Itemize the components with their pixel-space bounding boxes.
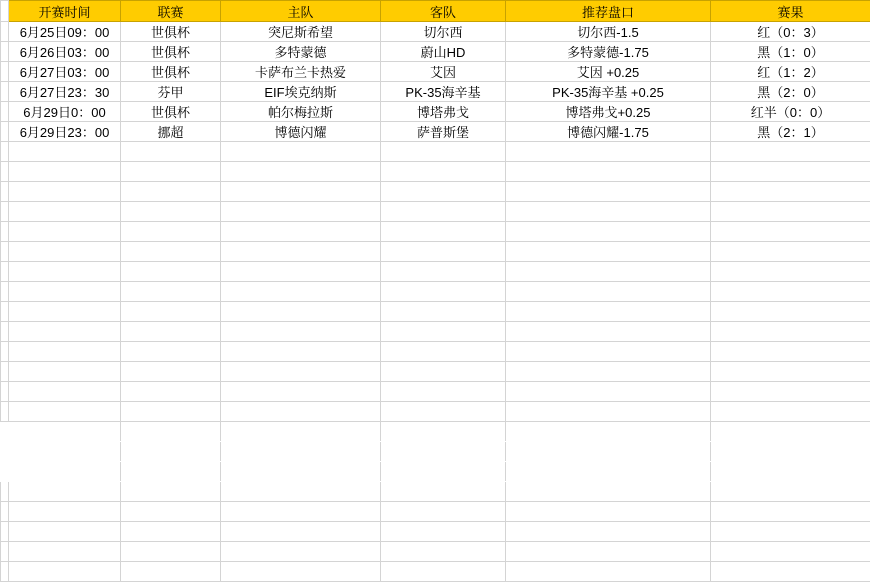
table-row — [1, 82, 870, 102]
empty-cell[interactable] — [506, 262, 711, 282]
cell-time[interactable]: 6月27日03：00 — [9, 62, 121, 82]
empty-cell[interactable] — [9, 462, 121, 482]
row-header-cell — [1, 142, 9, 162]
row-header-cell — [1, 342, 9, 362]
cell-away[interactable]: 切尔西 — [381, 22, 506, 42]
empty-row — [1, 542, 870, 562]
empty-cell[interactable] — [381, 422, 506, 442]
cell-home[interactable]: 突尼斯希望 — [221, 22, 381, 42]
empty-cell[interactable] — [9, 522, 121, 542]
spacer-row — [1, 442, 870, 462]
empty-cell[interactable] — [9, 302, 121, 322]
empty-row — [1, 142, 870, 162]
empty-cell[interactable] — [381, 222, 506, 242]
empty-cell[interactable] — [121, 362, 221, 382]
empty-row — [1, 382, 870, 402]
empty-cell[interactable] — [121, 222, 221, 242]
table-row — [1, 102, 870, 122]
empty-cell[interactable] — [221, 422, 381, 442]
empty-cell[interactable] — [221, 282, 381, 302]
empty-cell[interactable] — [9, 242, 121, 262]
cell-pick[interactable]: 切尔西-1.5 — [506, 22, 711, 42]
empty-cell[interactable] — [506, 462, 711, 482]
empty-cell[interactable] — [9, 142, 121, 162]
empty-cell[interactable] — [506, 222, 711, 242]
empty-row — [1, 562, 870, 582]
empty-cell[interactable] — [9, 182, 121, 202]
row-header-cell — [1, 22, 9, 42]
empty-cell[interactable] — [9, 442, 121, 462]
row-header-cell — [1, 162, 9, 182]
row-header-cell — [1, 262, 9, 282]
empty-cell[interactable] — [506, 542, 711, 562]
empty-cell[interactable] — [9, 362, 121, 382]
empty-row — [1, 482, 870, 502]
empty-cell[interactable] — [381, 502, 506, 522]
empty-cell[interactable] — [381, 262, 506, 282]
empty-cell[interactable] — [221, 202, 381, 222]
empty-cell[interactable] — [221, 162, 381, 182]
row-header-cell — [1, 542, 9, 562]
empty-cell[interactable] — [9, 402, 121, 422]
empty-cell[interactable] — [9, 322, 121, 342]
table-row — [1, 42, 870, 62]
empty-cell[interactable] — [711, 382, 870, 402]
table-header-row — [1, 1, 870, 22]
cell-time[interactable]: 6月25日09：00 — [9, 22, 121, 42]
cell-away[interactable]: 蔚山HD — [381, 42, 506, 62]
empty-cell[interactable] — [9, 262, 121, 282]
cell-away[interactable]: PK-35海辛基 — [381, 82, 506, 102]
row-header-cell — [1, 1, 9, 22]
table-body — [1, 1, 870, 582]
cell-away[interactable]: 艾因 — [381, 62, 506, 82]
row-header-cell — [1, 462, 9, 482]
empty-cell[interactable] — [381, 302, 506, 322]
empty-row — [1, 162, 870, 182]
row-header-cell — [1, 242, 9, 262]
row-header-cell — [1, 362, 9, 382]
empty-row — [1, 502, 870, 522]
cell-home[interactable]: 多特蒙德 — [221, 42, 381, 62]
column-header-2: 主队 — [221, 1, 381, 22]
empty-cell[interactable] — [121, 202, 221, 222]
empty-cell[interactable] — [121, 142, 221, 162]
empty-cell[interactable] — [711, 542, 870, 562]
cell-away[interactable]: 博塔弗戈 — [381, 102, 506, 122]
empty-cell[interactable] — [9, 202, 121, 222]
empty-row — [1, 322, 870, 342]
empty-cell[interactable] — [221, 442, 381, 462]
row-header-cell — [1, 562, 9, 582]
cell-result[interactable]: 黑（1：0） — [711, 42, 870, 62]
empty-cell[interactable] — [221, 302, 381, 322]
empty-cell[interactable] — [381, 382, 506, 402]
row-header-cell — [1, 482, 9, 502]
table-row — [1, 22, 870, 42]
empty-cell[interactable] — [381, 142, 506, 162]
empty-cell[interactable] — [381, 542, 506, 562]
cell-result[interactable]: 红（1：2） — [711, 62, 870, 82]
empty-cell[interactable] — [711, 402, 870, 422]
empty-cell[interactable] — [711, 202, 870, 222]
table-row — [1, 62, 870, 82]
empty-cell[interactable] — [711, 362, 870, 382]
empty-cell[interactable] — [121, 382, 221, 402]
empty-cell[interactable] — [711, 522, 870, 542]
row-header-cell — [1, 502, 9, 522]
empty-cell[interactable] — [711, 182, 870, 202]
row-header-cell — [1, 82, 9, 102]
empty-cell[interactable] — [121, 182, 221, 202]
empty-cell[interactable] — [221, 142, 381, 162]
empty-cell[interactable] — [506, 382, 711, 402]
empty-cell[interactable] — [221, 182, 381, 202]
empty-cell[interactable] — [121, 462, 221, 482]
empty-cell[interactable] — [121, 302, 221, 322]
empty-cell[interactable] — [381, 522, 506, 542]
empty-cell[interactable] — [506, 502, 711, 522]
row-header-cell — [1, 322, 9, 342]
empty-cell[interactable] — [9, 222, 121, 242]
empty-cell[interactable] — [9, 562, 121, 582]
empty-cell[interactable] — [381, 442, 506, 462]
empty-cell[interactable] — [506, 402, 711, 422]
empty-cell[interactable] — [381, 362, 506, 382]
empty-cell[interactable] — [9, 422, 121, 442]
empty-cell[interactable] — [506, 182, 711, 202]
cell-pick[interactable]: 博塔弗戈+0.25 — [506, 102, 711, 122]
cell-result[interactable]: 红（0：3） — [711, 22, 870, 42]
empty-cell[interactable] — [221, 262, 381, 282]
empty-cell[interactable] — [506, 242, 711, 262]
empty-row — [1, 202, 870, 222]
cell-pick[interactable]: 多特蒙德-1.75 — [506, 42, 711, 62]
empty-row — [1, 402, 870, 422]
empty-cell[interactable] — [381, 242, 506, 262]
cell-league[interactable]: 世俱杯 — [121, 22, 221, 42]
cell-result[interactable]: 黑（2：1） — [711, 122, 870, 142]
row-header-cell — [1, 62, 9, 82]
row-header-cell — [1, 182, 9, 202]
cell-league[interactable]: 世俱杯 — [121, 102, 221, 122]
empty-cell[interactable] — [506, 342, 711, 362]
row-header-cell — [1, 122, 9, 142]
spacer-row — [1, 462, 870, 482]
empty-cell[interactable] — [381, 322, 506, 342]
empty-cell[interactable] — [9, 162, 121, 182]
column-header-3: 客队 — [381, 1, 506, 22]
empty-cell[interactable] — [9, 342, 121, 362]
cell-time[interactable]: 6月29日23：00 — [9, 122, 121, 142]
empty-row — [1, 302, 870, 322]
empty-cell[interactable] — [9, 482, 121, 502]
empty-cell[interactable] — [506, 302, 711, 322]
empty-cell[interactable] — [711, 422, 870, 442]
empty-cell[interactable] — [121, 402, 221, 422]
row-header-cell — [1, 202, 9, 222]
empty-cell[interactable] — [221, 402, 381, 422]
empty-cell[interactable] — [121, 502, 221, 522]
empty-cell[interactable] — [711, 262, 870, 282]
empty-cell[interactable] — [506, 202, 711, 222]
empty-cell[interactable] — [711, 342, 870, 362]
empty-cell[interactable] — [506, 482, 711, 502]
empty-cell[interactable] — [221, 242, 381, 262]
cell-away[interactable]: 萨普斯堡 — [381, 122, 506, 142]
empty-cell[interactable] — [221, 542, 381, 562]
empty-cell[interactable] — [506, 562, 711, 582]
empty-cell[interactable] — [381, 482, 506, 502]
cell-time[interactable]: 6月29日0：00 — [9, 102, 121, 122]
cell-league[interactable]: 世俱杯 — [121, 62, 221, 82]
empty-cell[interactable] — [381, 162, 506, 182]
empty-cell[interactable] — [221, 342, 381, 362]
empty-cell[interactable] — [221, 562, 381, 582]
empty-cell[interactable] — [121, 422, 221, 442]
empty-cell[interactable] — [121, 342, 221, 362]
row-header-cell — [1, 282, 9, 302]
cell-league[interactable]: 芬甲 — [121, 82, 221, 102]
cell-home[interactable]: 博德闪耀 — [221, 122, 381, 142]
empty-cell[interactable] — [506, 522, 711, 542]
empty-cell[interactable] — [9, 282, 121, 302]
row-header-cell — [1, 422, 9, 442]
empty-cell[interactable] — [9, 502, 121, 522]
empty-cell[interactable] — [711, 482, 870, 502]
empty-cell[interactable] — [221, 462, 381, 482]
cell-result[interactable]: 红半（0：0） — [711, 102, 870, 122]
empty-cell[interactable] — [221, 222, 381, 242]
empty-cell[interactable] — [121, 242, 221, 262]
empty-cell[interactable] — [121, 322, 221, 342]
cell-pick[interactable]: PK-35海辛基 +0.25 — [506, 82, 711, 102]
empty-cell[interactable] — [121, 542, 221, 562]
empty-cell[interactable] — [221, 482, 381, 502]
empty-cell[interactable] — [121, 522, 221, 542]
empty-cell[interactable] — [506, 162, 711, 182]
empty-cell[interactable] — [381, 562, 506, 582]
empty-cell[interactable] — [711, 302, 870, 322]
empty-cell[interactable] — [381, 342, 506, 362]
empty-cell[interactable] — [711, 142, 870, 162]
cell-league[interactable]: 世俱杯 — [121, 42, 221, 62]
empty-cell[interactable] — [711, 462, 870, 482]
empty-row — [1, 362, 870, 382]
empty-cell[interactable] — [711, 242, 870, 262]
empty-cell[interactable] — [711, 282, 870, 302]
empty-cell[interactable] — [711, 162, 870, 182]
empty-cell[interactable] — [506, 282, 711, 302]
row-header-cell — [1, 382, 9, 402]
empty-row — [1, 522, 870, 542]
empty-cell[interactable] — [221, 522, 381, 542]
empty-cell[interactable] — [121, 562, 221, 582]
row-header-cell — [1, 222, 9, 242]
spacer-row — [1, 422, 870, 442]
empty-cell[interactable] — [121, 162, 221, 182]
empty-cell[interactable] — [506, 322, 711, 342]
empty-row — [1, 182, 870, 202]
empty-cell[interactable] — [506, 142, 711, 162]
empty-cell[interactable] — [381, 462, 506, 482]
cell-result[interactable]: 黑（2：0） — [711, 82, 870, 102]
empty-cell[interactable] — [9, 382, 121, 402]
empty-cell[interactable] — [711, 322, 870, 342]
cell-league[interactable]: 挪超 — [121, 122, 221, 142]
empty-cell[interactable] — [381, 402, 506, 422]
table-row — [1, 122, 870, 142]
cell-pick[interactable]: 博德闪耀-1.75 — [506, 122, 711, 142]
empty-cell[interactable] — [121, 482, 221, 502]
column-header-4: 推荐盘口 — [506, 1, 711, 22]
cell-time[interactable]: 6月26日03：00 — [9, 42, 121, 62]
empty-cell[interactable] — [221, 362, 381, 382]
empty-row — [1, 262, 870, 282]
row-header-cell — [1, 42, 9, 62]
column-header-1: 联赛 — [121, 1, 221, 22]
empty-row — [1, 242, 870, 262]
empty-row — [1, 282, 870, 302]
cell-home[interactable]: 卡萨布兰卡热爱 — [221, 62, 381, 82]
row-header-cell — [1, 442, 9, 462]
row-header-cell — [1, 522, 9, 542]
empty-cell[interactable] — [381, 182, 506, 202]
cell-home[interactable]: 帕尔梅拉斯 — [221, 102, 381, 122]
row-header-cell — [1, 302, 9, 322]
row-header-cell — [1, 402, 9, 422]
empty-cell[interactable] — [121, 282, 221, 302]
empty-cell[interactable] — [506, 442, 711, 462]
column-header-0: 开赛时间 — [9, 1, 121, 22]
empty-cell[interactable] — [381, 282, 506, 302]
empty-cell[interactable] — [381, 202, 506, 222]
empty-cell[interactable] — [711, 442, 870, 462]
column-header-5: 赛果 — [711, 1, 870, 22]
empty-cell[interactable] — [221, 502, 381, 522]
empty-cell[interactable] — [221, 322, 381, 342]
empty-cell[interactable] — [711, 562, 870, 582]
empty-cell[interactable] — [711, 502, 870, 522]
empty-cell[interactable] — [121, 262, 221, 282]
empty-cell[interactable] — [121, 442, 221, 462]
empty-cell[interactable] — [506, 422, 711, 442]
cell-pick[interactable]: 艾因 +0.25 — [506, 62, 711, 82]
empty-row — [1, 342, 870, 362]
empty-cell[interactable] — [506, 362, 711, 382]
empty-cell[interactable] — [221, 382, 381, 402]
empty-cell[interactable] — [711, 222, 870, 242]
cell-time[interactable]: 6月27日23：30 — [9, 82, 121, 102]
row-header-cell — [1, 102, 9, 122]
empty-row — [1, 222, 870, 242]
empty-cell[interactable] — [9, 542, 121, 562]
cell-home[interactable]: EIF埃克纳斯 — [221, 82, 381, 102]
